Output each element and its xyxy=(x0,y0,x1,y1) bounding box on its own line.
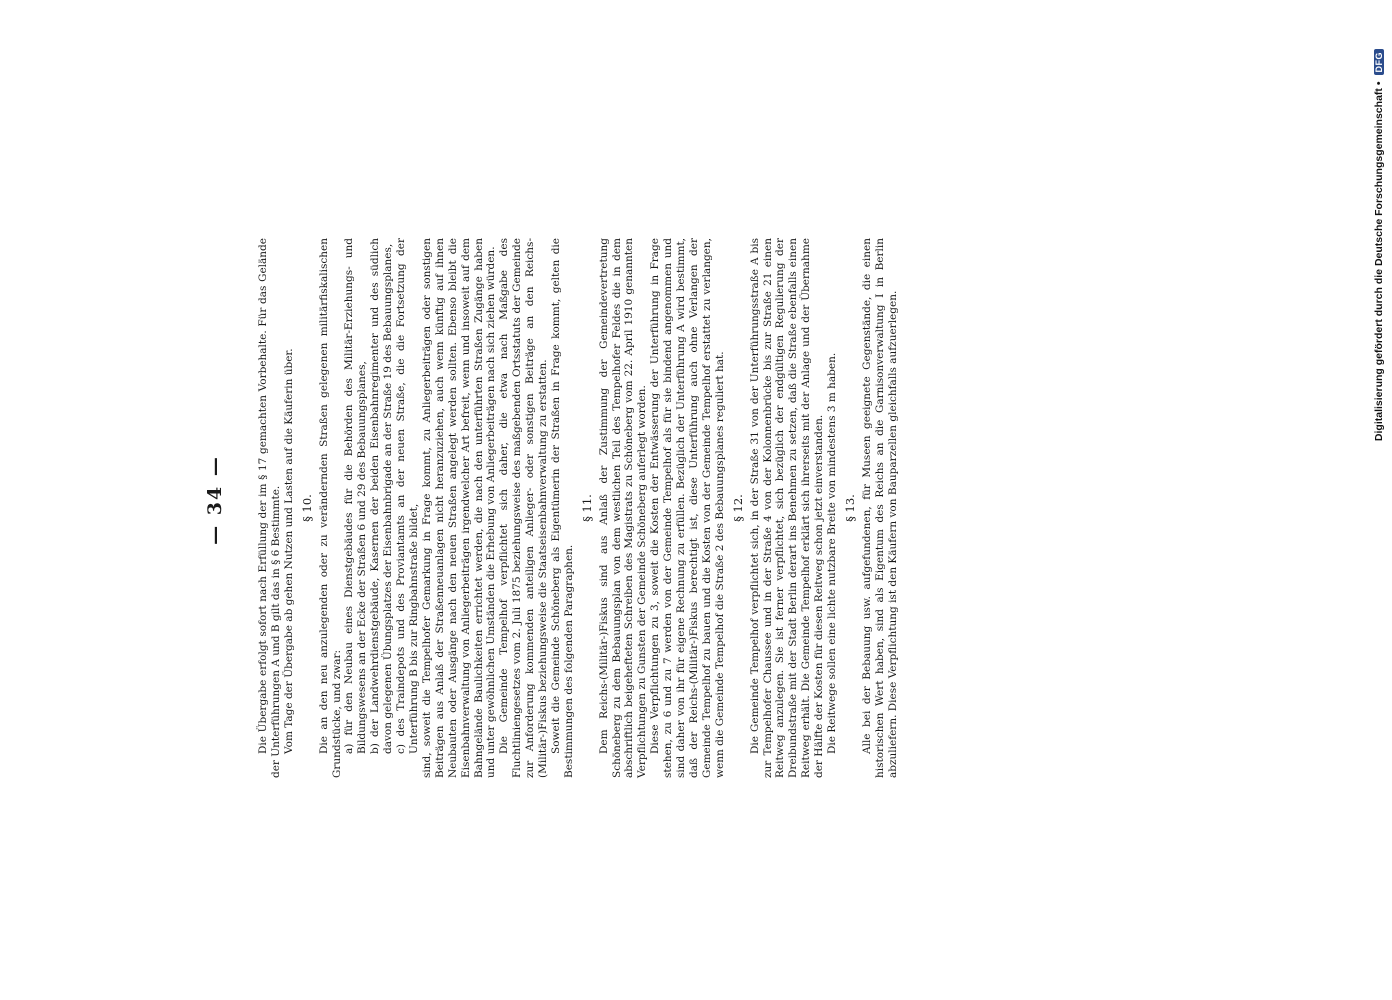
section-10-body-2: Die Gemeinde Tempelhof verpflichtet sich daher, die etwa nach Maßgabe des Fluchtliniengesetzes vom 2. Juli 1875 beziehungsweise des maßgebenden Ortsstatuts der Gemeinde zur Anforderung kommenden anteiligen Anlieger- oder sonstigen Beiträge an den Reichs-(Militär-)Fiskus beziehungsweise die Staatseisenbahnverwaltung zu erstatten. xyxy=(497,238,549,778)
section-12-body: Die Gemeinde Tempelhof verpflichtet sich, in der Straße 31 von der Unterführungsstraße A bis zur Tempelhofer Chaussee und in der Straße 4 von der Kolonnenbrücke bis zur Straße 21 einen Reitweg anzulegen. Sie ist ferner verpflichtet, sich bezüglich der endgültigen Regulierung der Dreibundstraße mit der Stadt Berlin derart ins Benehmen zu setzen, daß die Straße ebenfalls einen Reitweg erhält. Die Gemeinde Tempelhof erklärt sich ihrerseits mit der Anlage und der Übernahme der Hälfte der Kosten für diesen Reitweg schon jetzt einverstanden. xyxy=(748,238,825,778)
section-11-body: Dem Reichs-(Militär-)Fiskus sind aus Anlaß der Zustimmung der Gemeindevertretung Schöneberg zu dem Bebauungsplan von dem westlichen Teil des Tempelhofer Feldes die in dem abschriftlich beigehefteten Schreiben des Magistrats zu Schöneberg vom 22. April 1910 genannten Verpflichtungen zu Gunsten der Gemeinde Schöneberg auferlegt worden. xyxy=(597,238,648,778)
section-heading-12: § 12. xyxy=(730,494,745,522)
section-10-body: sind, soweit die Tempelhofer Gemarkung in Frage kommt, zu Anliegerbeiträgen oder sonstigen Beiträgen aus Anlaß der Straßenneuanlagen nicht heranzuziehen, auch wenn künftig auf ihnen Neubauten oder Ausgänge nach den neuen Straßen angelegt werden sollten. Ebenso bleibt die Eisenbahnverwaltung von Anliegerbeiträgen irgendwelcher Art befreit, wenn und insoweit auf dem Bahngelände Baulichkeiten errichtet werden, die nach den unterführten Straßen Zugänge haben und unter gewöhnlichen Umständen die Erhebung von Anliegerbeiträgen nach sich ziehen würden. xyxy=(420,238,497,778)
section-12-body-2: Die Reitwege sollen eine lichte nutzbare Breite von mindestens 3 m haben. xyxy=(825,352,838,754)
page-number: — 34 — xyxy=(203,455,226,545)
section-10-body-3: Soweit die Gemeinde Schöneberg als Eigentümerin der Straßen in Frage kommt, gelten die Bestimmungen des folgenden Paragraphen. xyxy=(549,238,575,778)
section-10-item-a: a) für den Neubau eines Dienstgebäudes für die Behörden des Militär-Erziehungs- und Bildungswesens an der Ecke der Straßen 6 und 29 des Bebauungsplanes, xyxy=(342,238,368,754)
section-10-item-c: c) des Traindepots und des Proviantamts an der neuen Straße, die die Fortsetzung der Unterführung B bis zur Ringbahnstraße bildet, xyxy=(394,238,420,754)
page-body xyxy=(257,238,900,778)
dfg-logo: DFG xyxy=(1374,49,1384,76)
section-10-intro: Die an den neu anzulegenden oder zu verändernden Straßen gelegenen militärfiskalischen Grundstücke, und zwar: xyxy=(317,238,343,778)
paragraph-handover: Die Übergabe erfolgt sofort nach Erfüllung der im § 17 gemachten Vorbehalte. Für das Gelände der Unterführungen A und B gilt das in § 6 Bestimmte. xyxy=(256,238,282,778)
paragraph-benefits-burdens: Vom Tage der Übergabe ab gehen Nutzen und Lasten auf die Käuferin über. xyxy=(282,348,295,754)
footer-attribution xyxy=(1366,10,1392,990)
rotated-page xyxy=(112,80,1272,920)
section-heading-11: § 11. xyxy=(579,494,594,522)
section-10-item-b: b) der Landwehrdienstgebäude, Kasernen der beiden Eisenbahnregimenter und des südlich davon gelegenen Übungsplatzes der Eisenbahnbrigade an der Straße 19 des Bebauungsplanes, xyxy=(368,238,394,754)
section-heading-13: § 13. xyxy=(842,494,857,522)
section-11-body-2: Diese Verpflichtungen zu 3, soweit die Kosten der Entwässerung der Unterführung in Frage stehen, zu 6 und zu 7 werden von der Gemeinde Tempelhof als für sie bindend angenommen und sind daher von ihr für eigene Rechnung zu erfüllen. Bezüglich der Unterführung A wird bestimmt, daß der Reichs-(Militär-)Fiskus berechtigt ist, diese Unterführung auch ohne Verlangen der Gemeinde Tempelhof zu bauen und die Kosten von der Gemeinde Tempelhof erstattet zu verlangen, wenn die Gemeinde Tempelhof die Straße 2 des Bebauungsplanes reguliert hat. xyxy=(648,238,726,778)
section-heading-10: § 10. xyxy=(299,494,314,522)
section-13-body: Alle bei der Bebauung usw. aufgefundenen, für Museen geeignete Gegenstände, die einen historischen Wert haben, sind als Eigentum des Reichs an die Garnisonverwaltung I in Berlin abzuliefern. Diese Verpflichtung ist den Käufern von Bauparzellen gleichfalls aufzuerlegen. xyxy=(860,238,899,778)
attribution-text: Digitalisierung gefördert durch die Deutsche Forschungsgemeinschaft • xyxy=(1373,81,1385,442)
